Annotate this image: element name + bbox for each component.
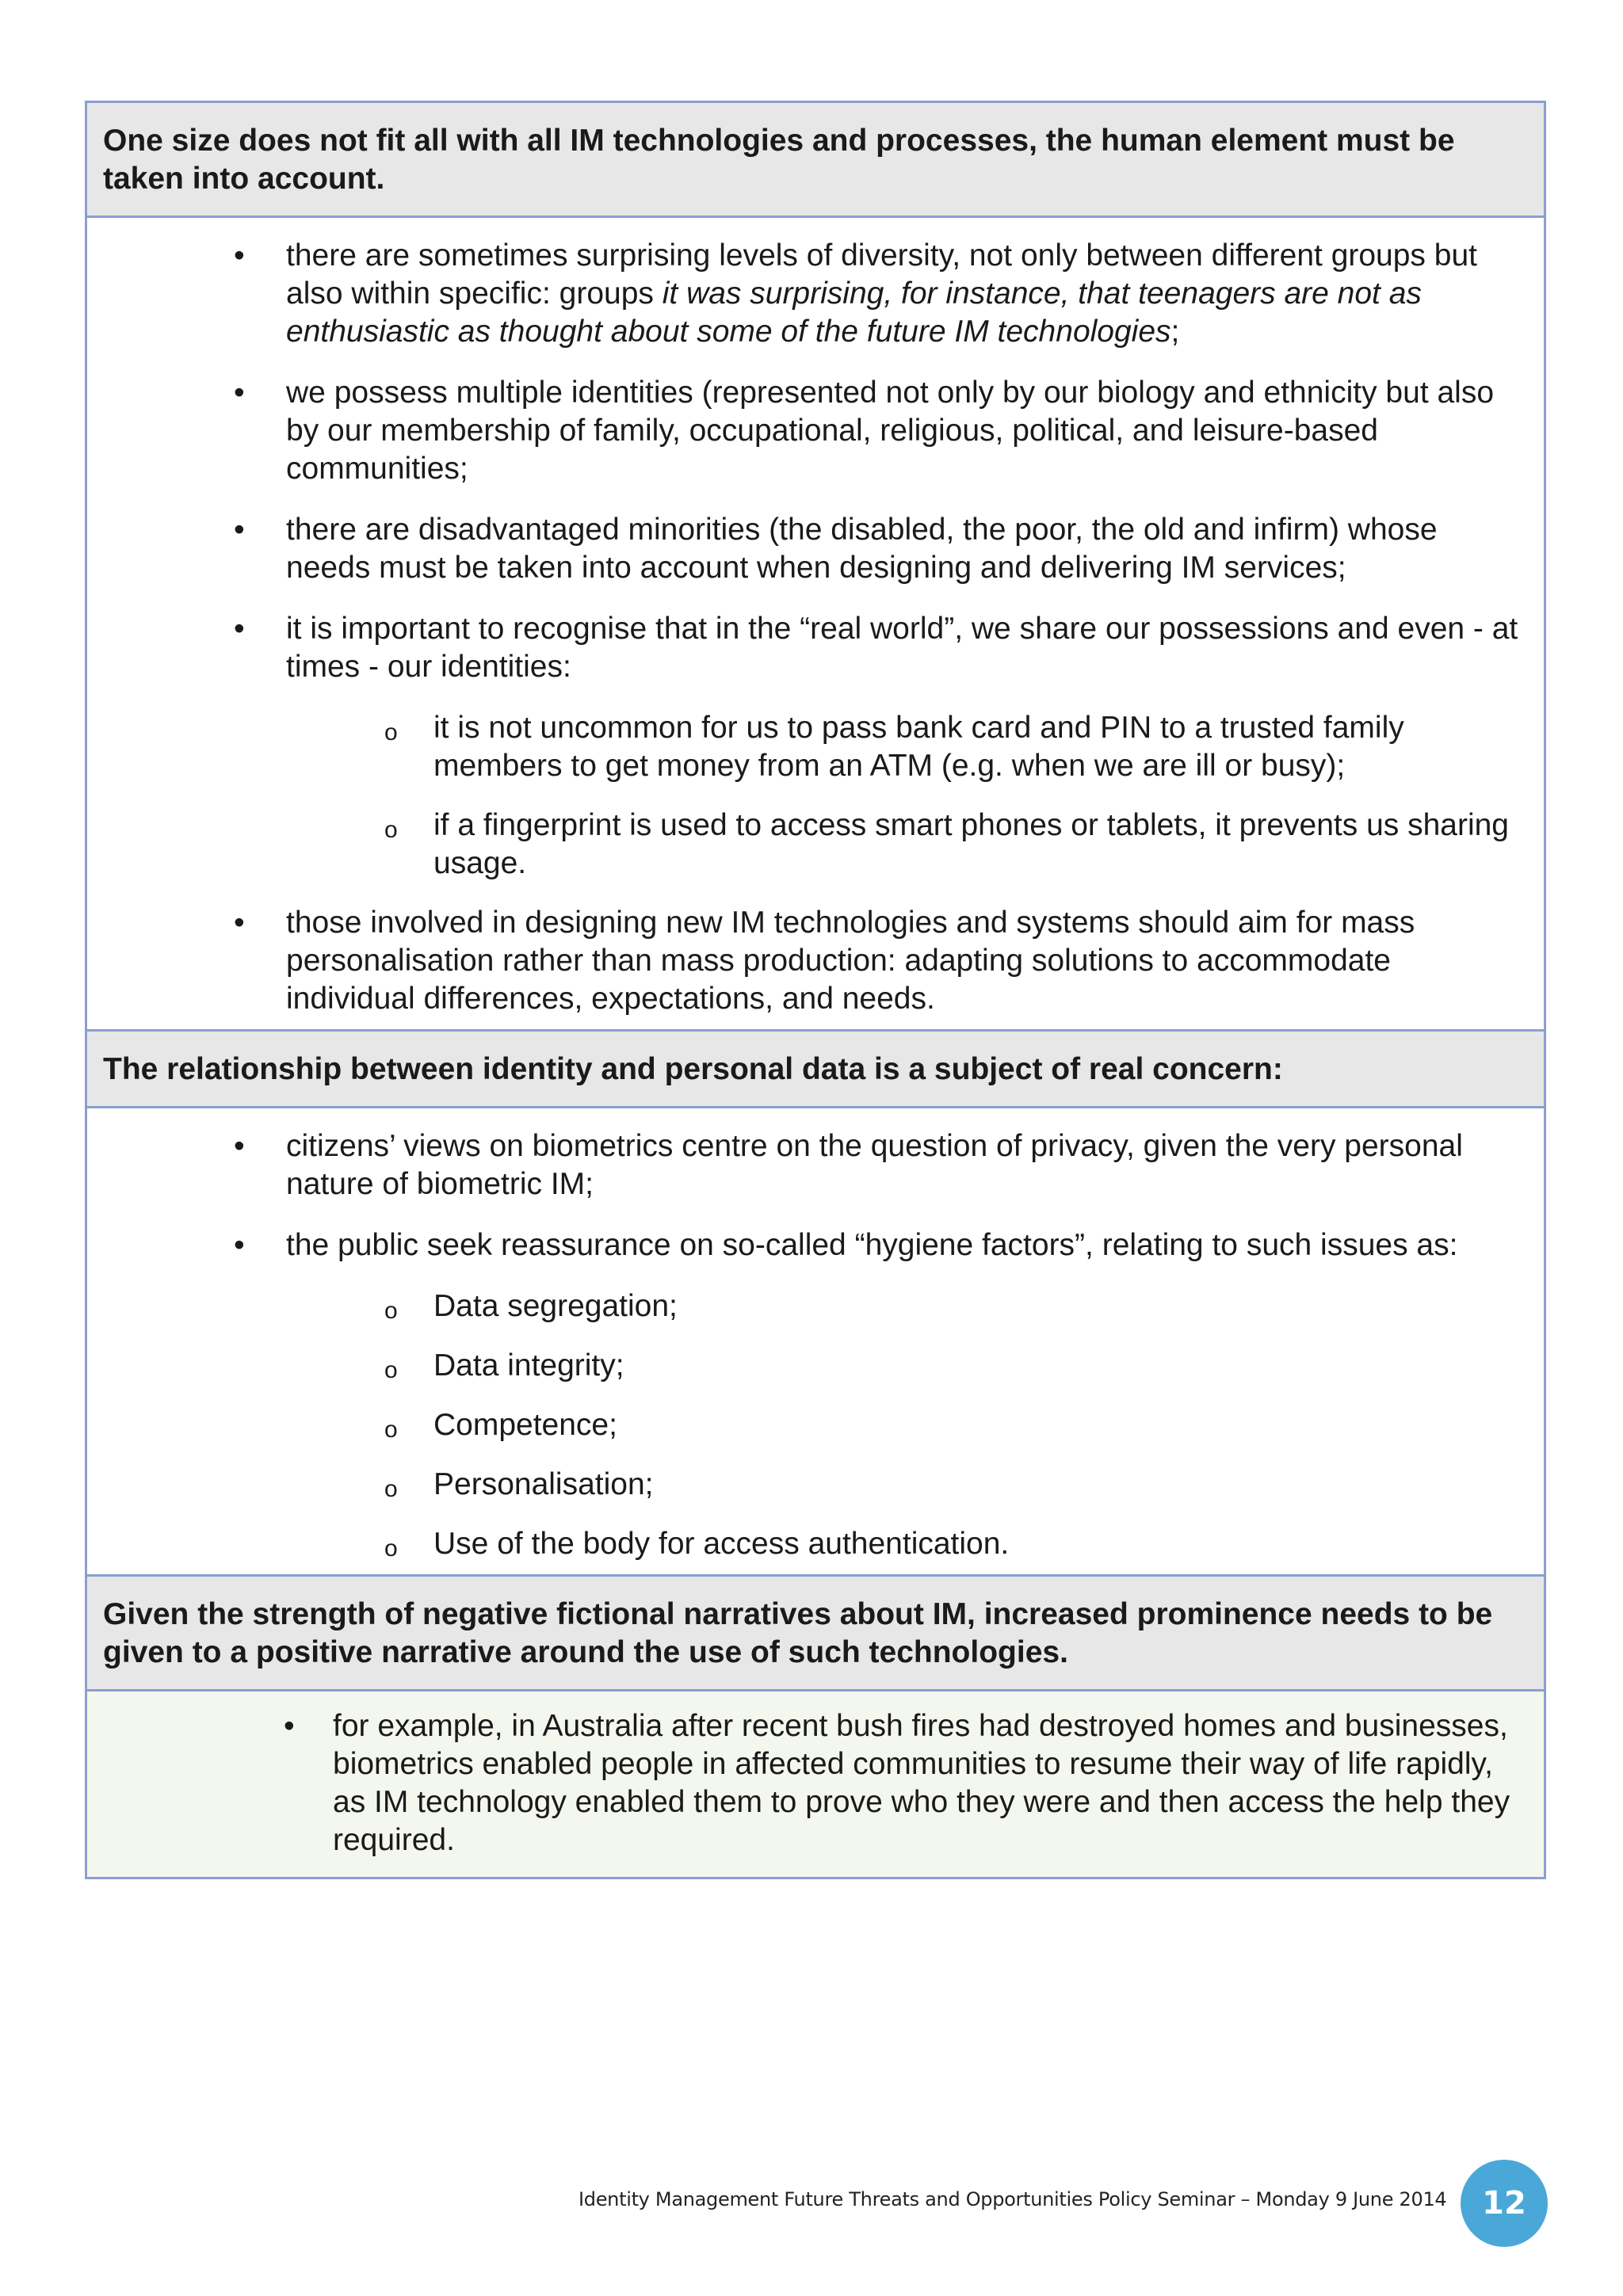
- page-number: 12: [1482, 2185, 1526, 2222]
- list-item-text: there are sometimes surprising levels of diversity, not only between different groups but also within specific: groups: [286, 238, 1477, 311]
- list-item: [103, 511, 1528, 587]
- bullet-icon: •: [284, 1709, 295, 1743]
- bullet-icon: •: [234, 1228, 245, 1262]
- bullet-icon: •: [234, 906, 245, 940]
- sub-list-item-text: Personalisation;: [433, 1467, 654, 1501]
- section-body: [87, 1106, 1544, 1574]
- list-item-italic-text: it was surprising, for instance, that teenagers are not as enthusiastic as thought about some of the future IM technologies: [286, 277, 1422, 349]
- sub-list-item-text: if a fingerprint is used to access smart phones or tablets, it prevents us sharing usage.: [433, 808, 1510, 880]
- sub-list-item: [103, 1525, 1528, 1563]
- list-item-text: the public seek reassurance on so-called “hygiene factors”, relating to such issues as:: [286, 1228, 1458, 1262]
- bullet-icon: •: [234, 376, 245, 410]
- bullet-icon: •: [234, 612, 245, 646]
- list-item: [103, 1707, 1528, 1859]
- list-item-text: citizens’ views on biometrics centre on the question of privacy, given the very personal nature of biometric IM;: [286, 1129, 1463, 1201]
- sub-list-item: [103, 709, 1528, 785]
- sub-list-item: [103, 807, 1528, 883]
- footer-text: Identity Management Future Threats and Opportunities Policy Seminar – Monday 9 June 2014: [579, 2188, 1447, 2210]
- page-footer: [0, 2177, 1623, 2225]
- list-item-text: there are disadvantaged minorities (the disabled, the poor, the old and infirm) whose needs must be taken into account when designing and delivering IM services;: [286, 513, 1438, 585]
- sub-list-item-text: Use of the body for access authentication.: [433, 1527, 1010, 1561]
- section-heading-text: The relationship between identity and personal data is a subject of real concern:: [103, 1052, 1283, 1086]
- circle-bullet-icon: o: [384, 817, 398, 843]
- sub-list-item: [103, 1287, 1528, 1325]
- list-item: [103, 904, 1528, 1018]
- sub-list-item-text: it is not uncommon for us to pass bank card and PIN to a trusted family members to get money from an ATM (e.g. when we are ill or busy);: [433, 711, 1404, 783]
- section-heading: [87, 103, 1544, 215]
- bullet-icon: •: [234, 1129, 245, 1163]
- list-item-text: those involved in designing new IM technologies and systems should aim for mass personalisation rather than mass production: adapting solutions to accommodate individual differences, expectations, and needs.: [286, 906, 1415, 1016]
- circle-bullet-icon: o: [384, 1417, 398, 1443]
- page-number-badge: [1461, 2160, 1548, 2247]
- section-body: [87, 1689, 1544, 1877]
- sub-list-item-text: Data segregation;: [433, 1289, 678, 1323]
- list-item: [103, 610, 1528, 686]
- list-item-text: it is important to recognise that in the “real world”, we share our possessions and even - at times - our identities:: [286, 612, 1518, 684]
- list-item-text-end: ;: [1170, 315, 1180, 349]
- circle-bullet-icon: o: [384, 1357, 398, 1383]
- circle-bullet-icon: o: [384, 719, 398, 746]
- list-item-text: for example, in Australia after recent bush fires had destroyed homes and businesses, biometrics enabled people in affected communities to resume their way of life rapidly, as IM technology enabled them to prove who they were and then access the help they required.: [333, 1709, 1510, 1857]
- sub-list-item: [103, 1406, 1528, 1444]
- sub-list-item-text: Competence;: [433, 1408, 617, 1442]
- circle-bullet-icon: o: [384, 1476, 398, 1502]
- list-item: [103, 237, 1528, 351]
- section-body: [87, 215, 1544, 1029]
- findings-table: [85, 101, 1546, 1879]
- sub-list-item-text: Data integrity;: [433, 1348, 624, 1383]
- circle-bullet-icon: o: [384, 1298, 398, 1324]
- list-item: [103, 1127, 1528, 1203]
- bullet-icon: •: [234, 513, 245, 547]
- section-heading-text: Given the strength of negative fictional narratives about IM, increased prominence needs to be given to a positive narrative around the use of such technologies.: [103, 1597, 1493, 1669]
- list-item-text: we possess multiple identities (represented not only by our biology and ethnicity but also by our membership of family, occupational, religious, political, and leisure-based communities;: [286, 376, 1495, 486]
- sub-list-item: [103, 1347, 1528, 1385]
- section-heading: [87, 1029, 1544, 1106]
- circle-bullet-icon: o: [384, 1535, 398, 1562]
- section-heading: [87, 1574, 1544, 1689]
- list-item: [103, 374, 1528, 488]
- section-heading-text: One size does not fit all with all IM technologies and processes, the human element must be taken into account.: [103, 124, 1455, 196]
- sub-list-item: [103, 1466, 1528, 1504]
- bullet-icon: •: [234, 238, 245, 273]
- list-item: [103, 1226, 1528, 1264]
